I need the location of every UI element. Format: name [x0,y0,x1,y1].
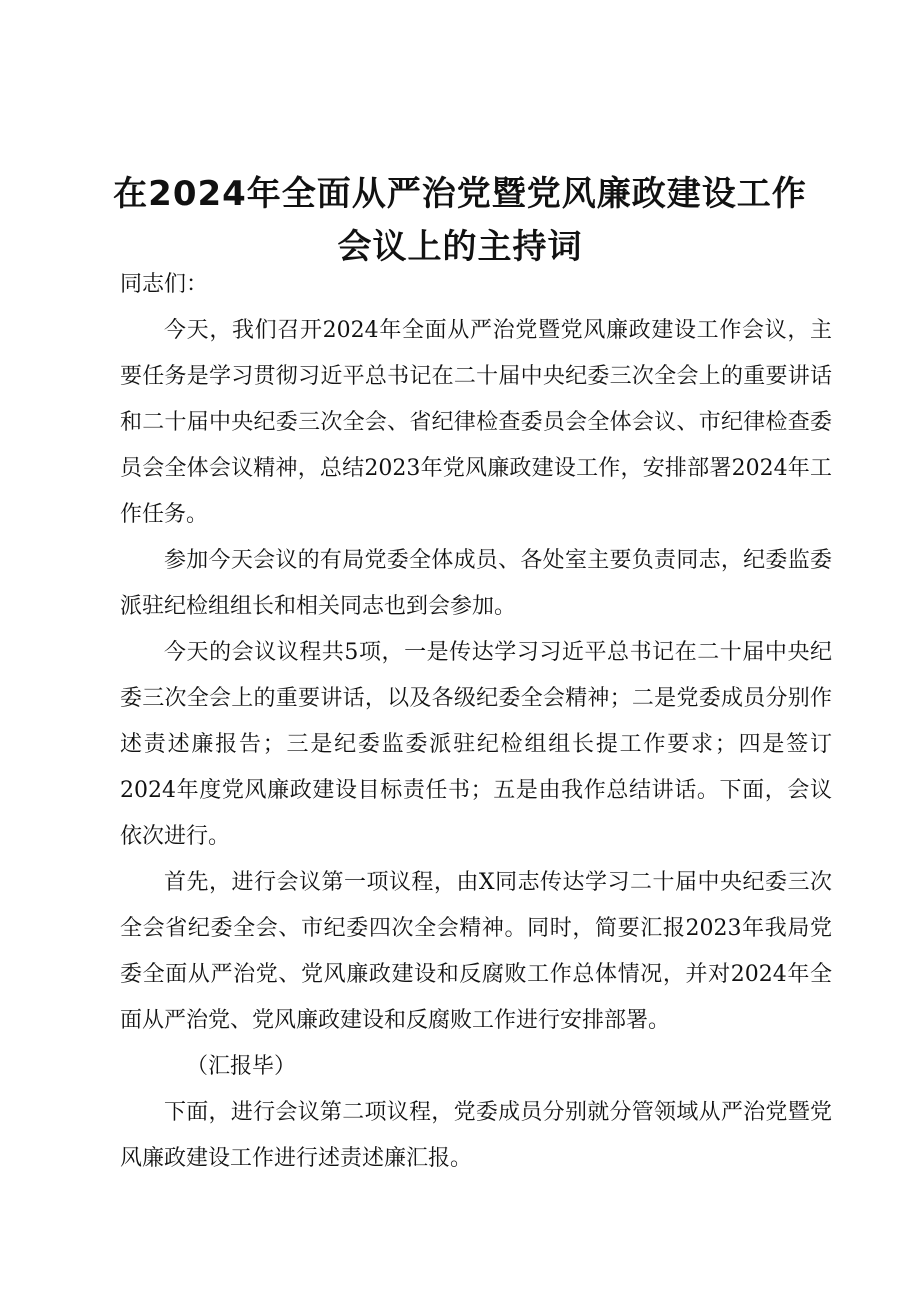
paragraph-first-item: 首先，进行会议第一项议程，由X同志传达学习二十届中央纪委三次全会省纪委全会、市纪委四次全会精神。同时，简要汇报2023年我局党委全面从严治党、党风廉政建设和反腐败工作总体情况，并对2024年全面从严治党、党风廉政建设和反腐败工作进行安排部署。 [120,870,832,1033]
document-title-line-1: 在2024年全面从严治党暨党风廉政建设工作 [113,174,807,214]
paragraph-agenda: 今天的会议议程共5项，一是传达学习习近平总书记在二十届中央纪委三次全会上的重要讲话，以及各级纪委全会精神；二是党委成员分别作述责述廉报告；三是纪委监委派驻纪检组组长提工作要求；四是签订2024年度党风廉政建设目标责任书；五是由我作总结讲话。下面，会议依次进行。 [120,640,832,849]
paragraph-attendees: 参加今天会议的有局党委全体成员、各处室主要负责同志，纪委监委派驻纪检组组长和相关同志也到会参加。 [120,548,832,619]
document-body [120,262,832,1182]
paragraph-opening: 今天，我们召开2024年全面从严治党暨党风廉政建设工作会议，主要任务是学习贯彻习近平总书记在二十届中央纪委三次全会上的重要讲话和二十届中央纪委三次全会、省纪律检查委员会全体会议、市纪律检查委员会全体会议精神，总结2023年党风廉政建设工作，安排部署2024年工作任务。 [120,318,832,527]
paragraph-report-done: （汇报毕） [186,1054,297,1079]
salutation: 同志们： [120,272,209,297]
paragraph-second-item: 下面，进行会议第二项议程，党委成员分别就分管领域从严治党暨党风廉政建设工作进行述责述廉汇报。 [120,1100,832,1171]
document-title-line-2: 会议上的主持词 [337,227,583,267]
